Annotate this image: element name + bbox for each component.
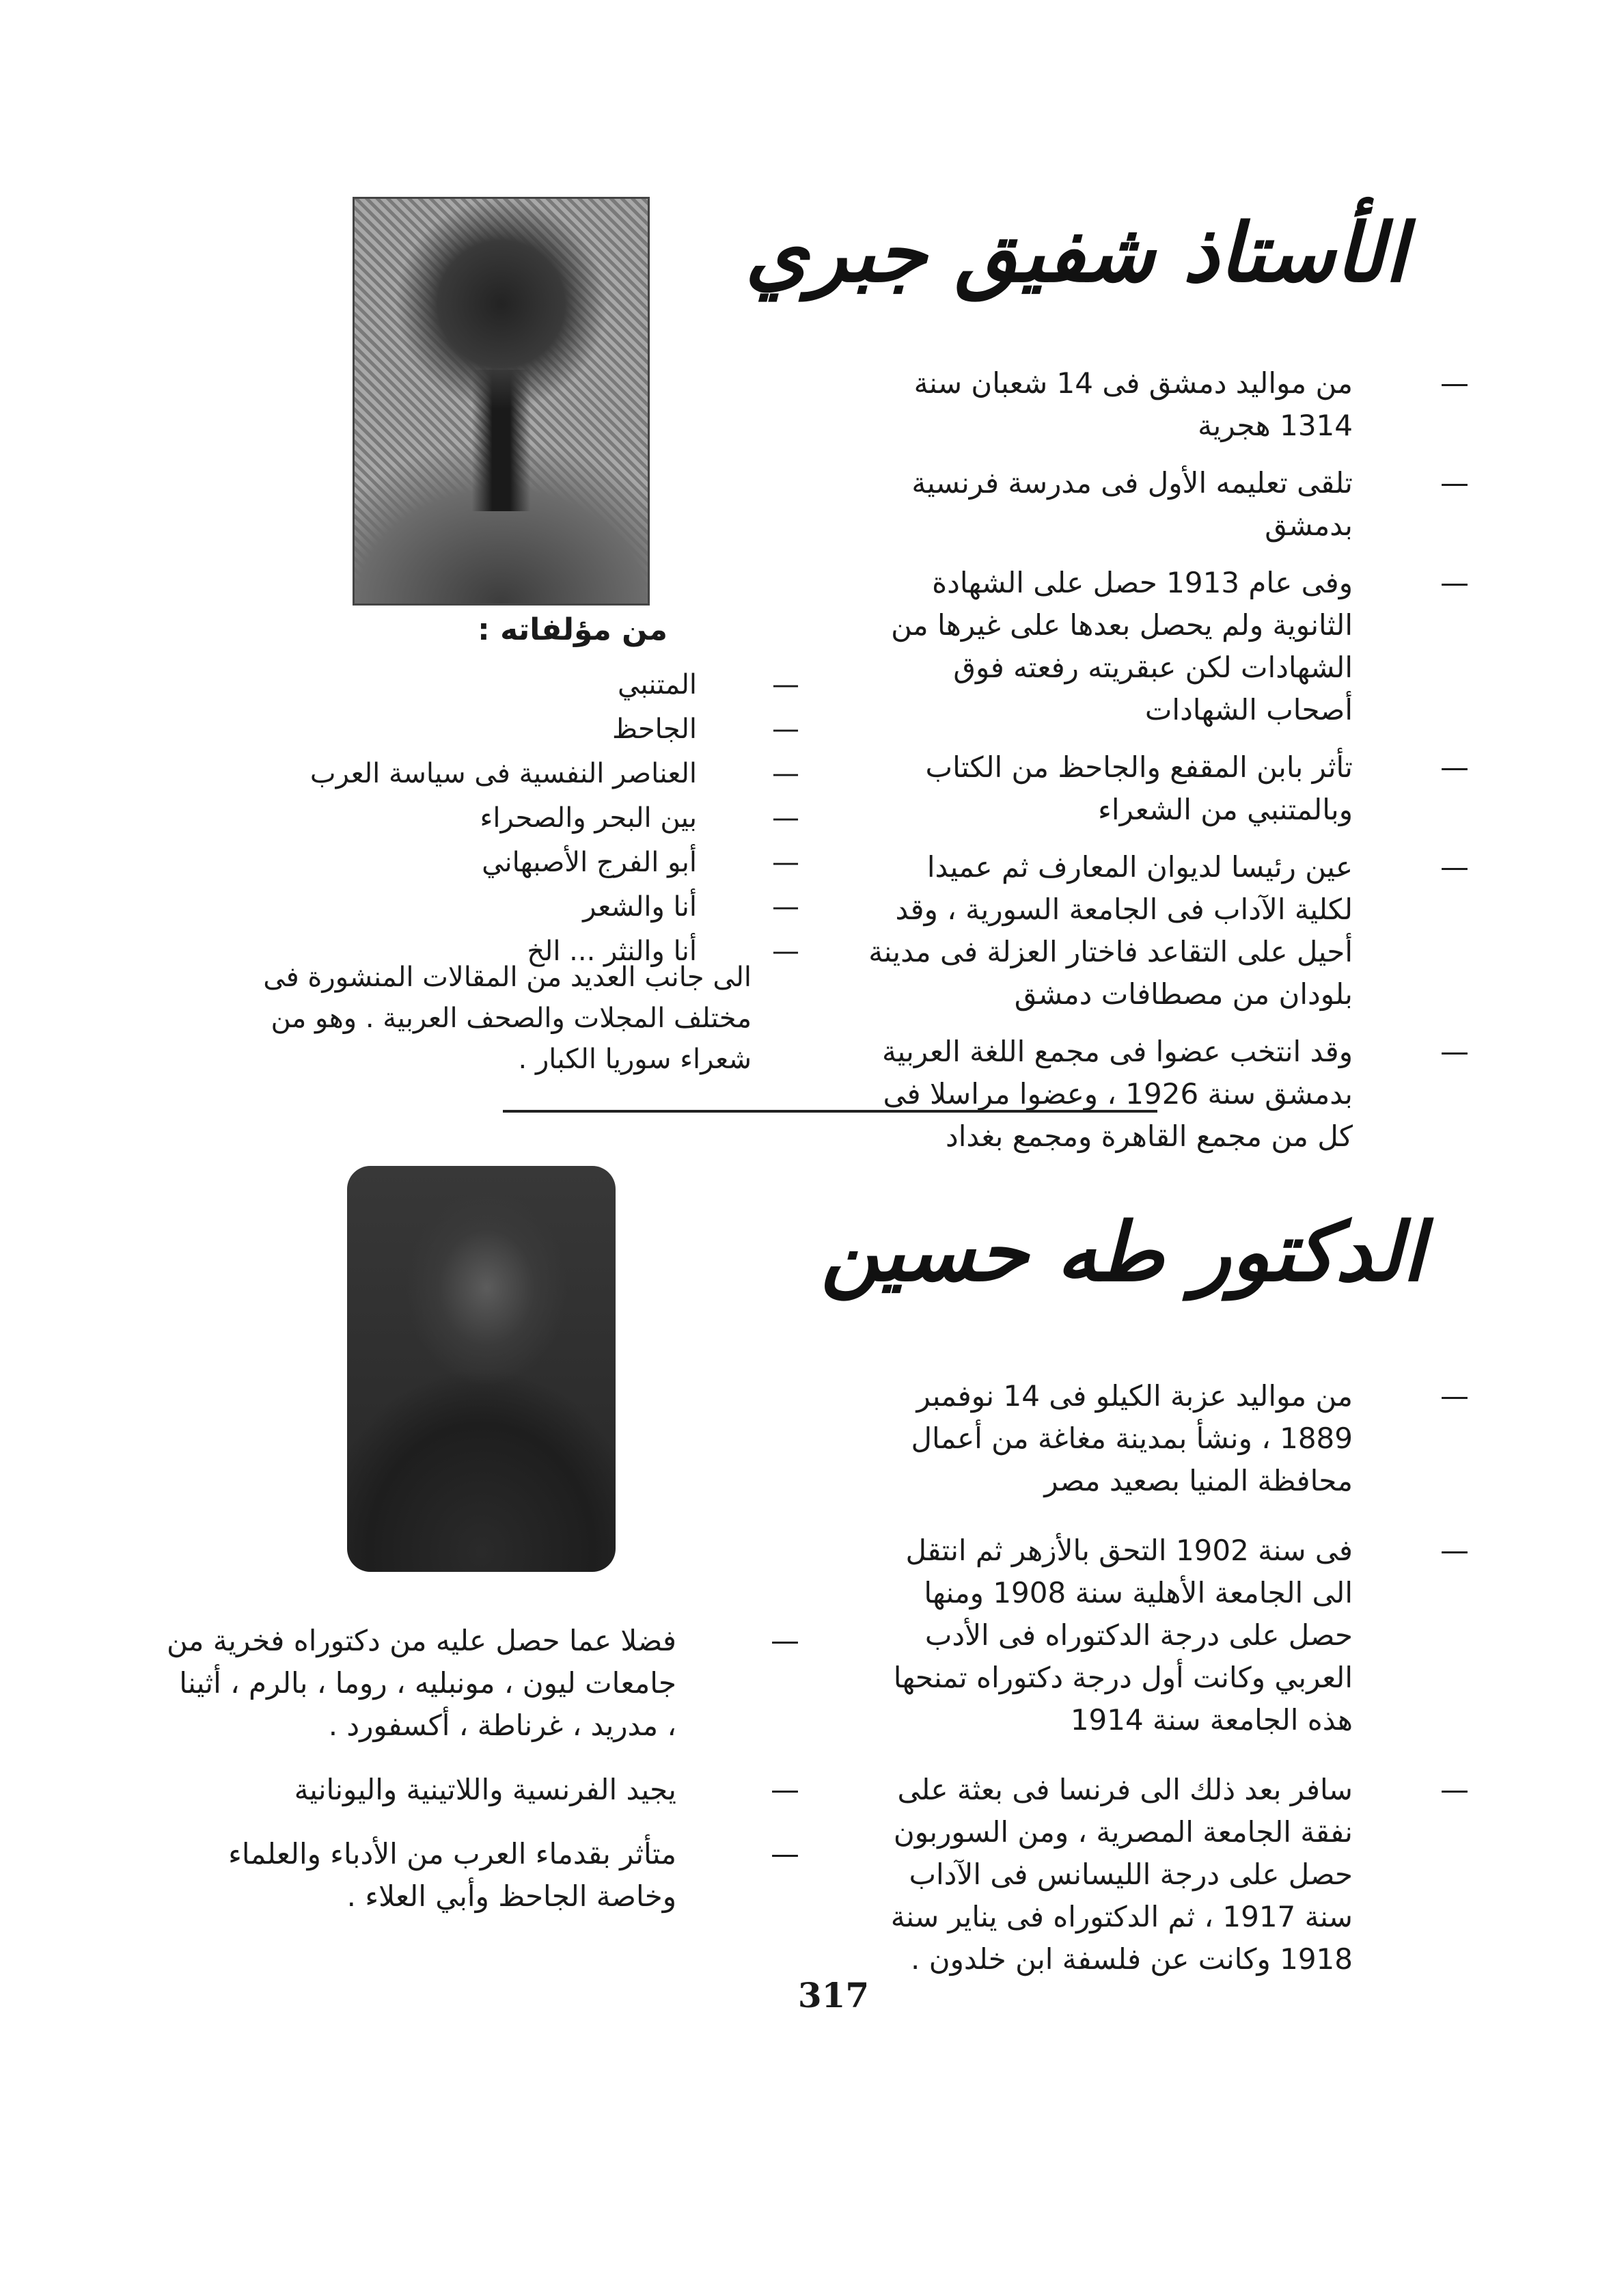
person1-works-list <box>260 664 799 975</box>
person1-bio-list <box>868 362 1469 1173</box>
person2-bio-list <box>868 1375 1469 1996</box>
person1-work-item: — أبو الفرج الأصبهاني <box>260 842 799 883</box>
person2-fact-item: — متأثر بقدماء العرب من الأدباء والعلماء وخاصة الجاحظ وأبي العلاء . <box>164 1833 799 1918</box>
person1-works-heading: من مؤلفاته : <box>478 612 668 647</box>
section-divider <box>503 1110 1157 1113</box>
person2-bio-item: — من مواليد عزبة الكيلو فى 14 نوفمبر 1889 ، ونشأ بمدينة مغاغة من أعمال محافظة المنيا بصعيد مصر <box>868 1375 1469 1502</box>
page-number: 317 <box>797 1975 870 2015</box>
person1-work-item: — العناصر النفسية فى سياسة العرب <box>260 753 799 794</box>
person2-fact-item: — فضلا عما حصل عليه من دكتوراه فخرية من جامعات ليون ، مونبليه ، روما ، بالرم ، أثينا ، مدريد ، غرناطة ، أكسفورد . <box>164 1620 799 1747</box>
person1-works-note: الى جانب العديد من المقالات المنشورة فى مختلف المجلات والصحف العربية . وهو من شعراء سوريا الكبار . <box>263 962 752 1075</box>
person1-bio-item: — تأثر بابن المقفع والجاحظ من الكتاب وبالمتنبي من الشعراء <box>868 746 1469 831</box>
person1-photo <box>353 197 650 606</box>
person2-title: الدكتور طه حسين <box>821 1204 1425 1299</box>
person1-work-item: — المتنبي <box>260 664 799 705</box>
person1-title: الأستاذ شفيق جبري <box>745 205 1407 300</box>
person1-bio-item: — تلقى تعليمه الأول فى مدرسة فرنسية بدمشق <box>868 462 1469 547</box>
person2-bio-item: — فى سنة 1902 التحق بالأزهر ثم انتقل الى الجامعة الأهلية سنة 1908 ومنها حصل على درجة الدكتوراه فى الأدب العربي وكانت أول درجة دكتوراه تمنحها هذه الجامعة سنة 1914 <box>868 1530 1469 1741</box>
person1-work-item: — الجاحظ <box>260 709 799 750</box>
person1-work-item: — أنا والشعر <box>260 886 799 927</box>
person1-bio-item: — عين رئيسا لديوان المعارف ثم عميدا لكلية الآداب فى الجامعة السورية ، وقد أحيل على التقاعد فاختار العزلة فى مدينة بلودان من مصطافات دمشق <box>868 846 1469 1016</box>
person2-bio-item: — سافر بعد ذلك الى فرنسا فى بعثة على نفقة الجامعة المصرية ، ومن السوربون حصل على درجة الليسانس فى الآداب سنة 1917 ، ثم الدكتوراه فى يناير سنة 1918 وكانت عن فلسفة ابن خلدون . <box>868 1769 1469 1981</box>
person1-bio-item: — وفى عام 1913 حصل على الشهادة الثانوية ولم يحصل بعدها على غيرها من الشهادات لكن عبقريته رفعته فوق أصحاب الشهادات <box>868 562 1469 731</box>
person2-facts-list <box>164 1620 799 1940</box>
person2-fact-item: — يجيد الفرنسية واللاتينية واليونانية <box>164 1769 799 1811</box>
person1-work-item: — بين البحر والصحراء <box>260 798 799 839</box>
person1-bio-item: — من مواليد دمشق فى 14 شعبان سنة 1314 هجرية <box>868 362 1469 447</box>
person1-bio-item: — وقد انتخب عضوا فى مجمع اللغة العربية بدمشق سنة 1926 ، وعضوا مراسلا فى كل من مجمع القاهرة ومجمع بغداد <box>868 1031 1469 1158</box>
person2-photo <box>347 1166 616 1572</box>
person1-work-item: — أنا والنثر ... الخ <box>260 931 799 972</box>
